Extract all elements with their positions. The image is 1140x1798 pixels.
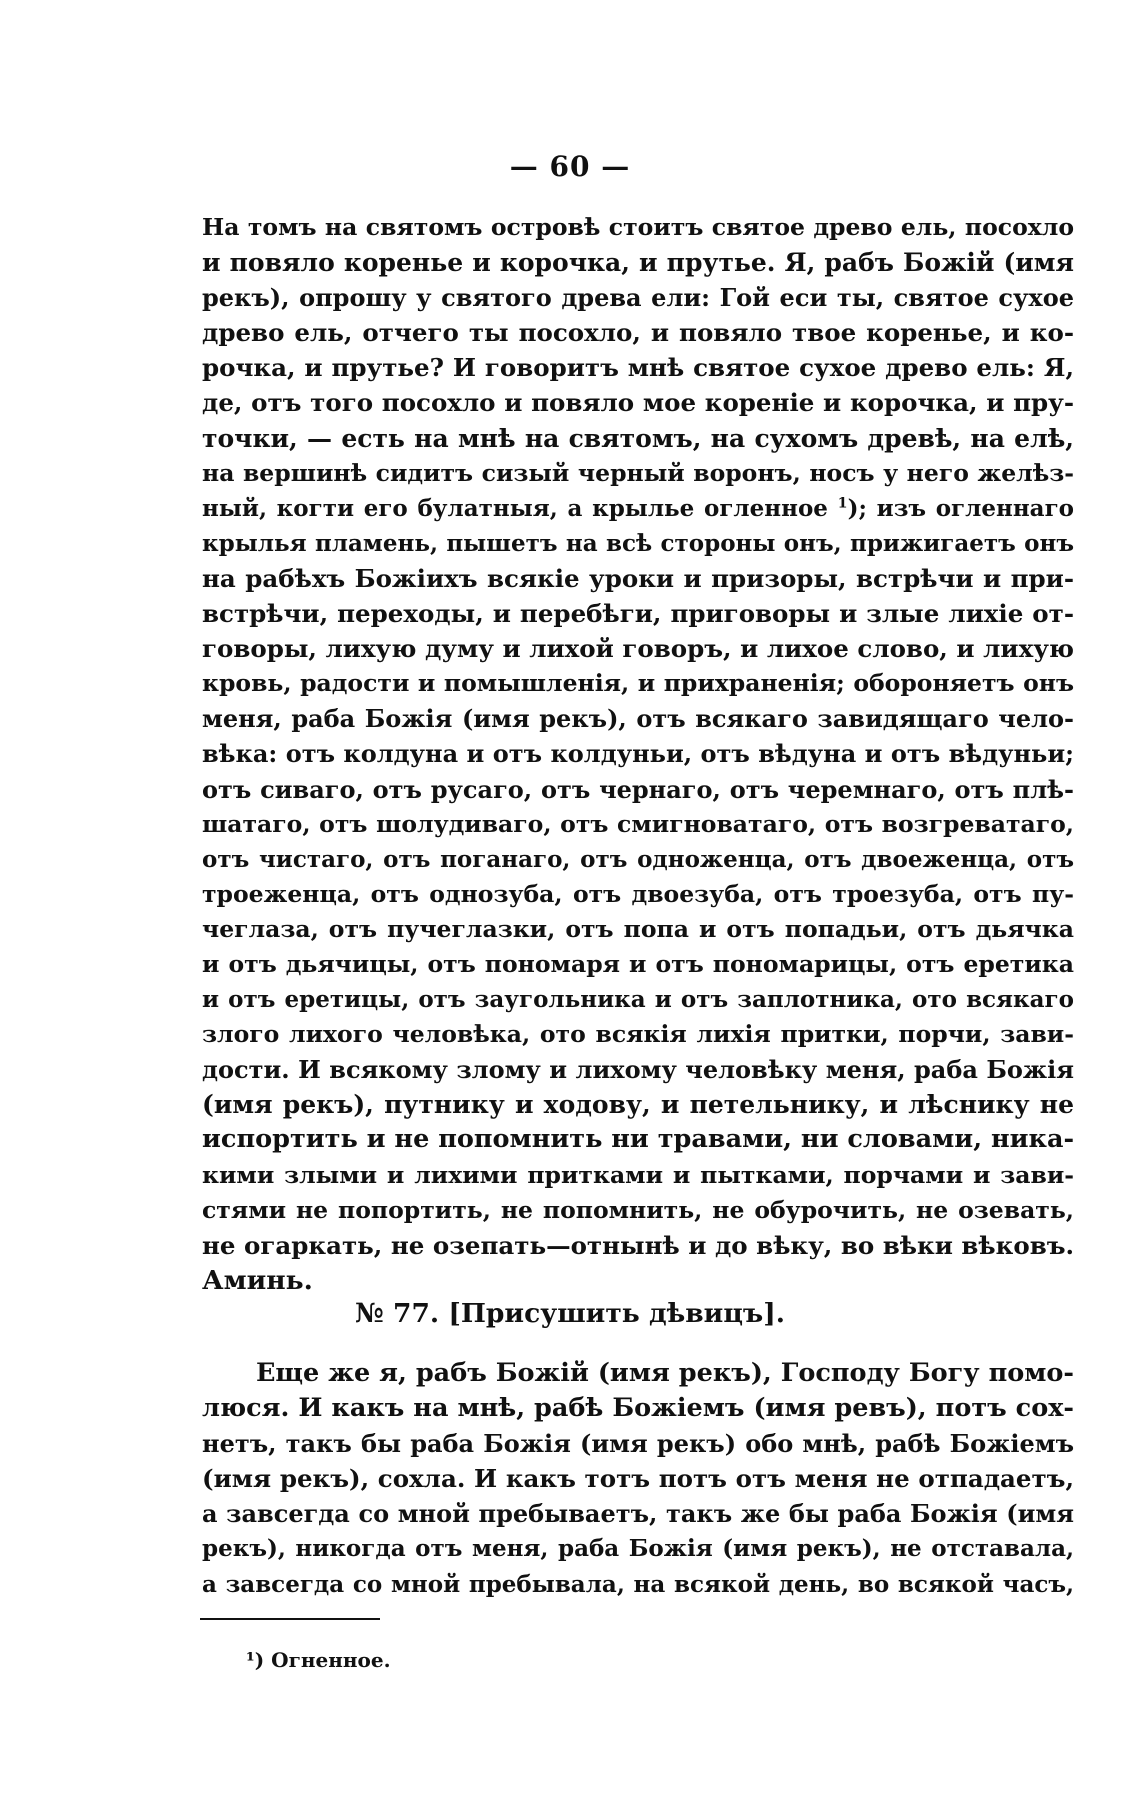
text-line: чеглаза, отъ пучеглазки, отъ попа и отъ попадьи, отъ дьячка [202,914,1074,943]
text-line: (имя рекъ), путнику и ходову, и петельнику, и лѣснику не [202,1090,1074,1120]
text-line: точки, — есть на мнѣ на святомъ, на сухомъ древѣ, на елѣ, [202,423,1074,453]
text-line: отъ сиваго, отъ русаго, отъ чернаго, отъ черемнаго, отъ плѣ- [202,774,1074,804]
text-line: дости. И всякому злому и лихому человѣку меня, раба Божія [202,1055,1074,1085]
text-line: и отъ дьячицы, отъ пономаря и отъ пономарицы, отъ еретика [202,949,1074,978]
text-line: злого лихого человѣка, ото всякія лихія притки, порчи, зави- [202,1020,1074,1049]
footnote: ¹) Огненное. [246,1648,391,1672]
footnote-divider [200,1618,380,1620]
text-line: шатаго, отъ шолудиваго, отъ смигноватаго, отъ возгреватаго, [202,809,1074,838]
text-line: рекъ), никогда отъ меня, раба Божія (имя рекъ), не отставала, [202,1535,1074,1563]
text-line: отъ чистаго, отъ поганаго, отъ одноженца, отъ двоеженца, отъ [202,845,1074,873]
text-line: древо ель, отчего ты посохло, и повяло твое коренье, и ко- [202,318,1074,348]
text-line: не огаркать, не озепать—отнынѣ и до вѣку, во вѣки вѣковъ. [202,1230,1075,1260]
text-line: испортить и не попомнить ни травами, ни словами, ника- [202,1124,1075,1155]
text-line: говоры, лихую думу и лихой говоръ, и лихое слово, и лихую [202,634,1074,664]
text-line: кими злыми и лихими притками и пытками, порчами и зави- [202,1160,1074,1189]
page-number: — 60 — [509,150,631,183]
text-line: На томъ на святомъ островѣ стоитъ святое древо ель, посохло [202,213,1074,241]
text-line: на вершинѣ сидитъ сизый черный воронъ, носъ у него желѣз- [202,458,1074,487]
footnote-reference: 1 [837,495,848,512]
text-line-with-footnote [202,491,1074,526]
text-line: люся. И какъ на мнѣ, рабѣ Божіемъ (имя ревъ), потъ сох- [202,1393,1074,1424]
text-line: рекъ), опрошу у святого древа ели: Гой еси ты, святое сухое [202,283,1074,313]
text-line: стями не попортить, не попомнить, не обурочить, не озевать, [202,1195,1074,1224]
text-line: и повяло коренье и корочка, и прутье. Я, рабъ Божій (имя [202,248,1074,278]
text-line: меня, раба Божія (имя рекъ), отъ всякаго завидящаго чело- [202,704,1074,734]
text-line: нетъ, такъ бы раба Божія (имя рекъ) обо мнѣ, рабѣ Божіемъ [202,1429,1074,1459]
text-line: де, отъ того посохло и повяло мое кореніе и корочка, и пру- [202,388,1074,418]
text-line: рочка, и прутье? И говоритъ мнѣ святое сухое древо ель: Я, [202,353,1074,383]
text-line: а завсегда со мной пребываетъ, такъ же бы раба Божія (имя [202,1499,1074,1529]
text-line: кровь, радости и помышленія, и прихраненія; обороняетъ онъ [202,669,1074,698]
text-line: встрѣчи, переходы, и перебѣги, приговоры и злые лихіе от- [202,599,1074,629]
text-line: Аминь. [202,1264,313,1296]
text-line: Еще же я, рабъ Божій (имя рекъ), Господу Богу помо- [256,1358,1074,1388]
text-line: на рабѣхъ Божіихъ всякіе уроки и призоры, встрѣчи и при- [202,563,1074,593]
section-heading: № 77. [Присушить дѣвицъ]. [354,1298,785,1329]
text-segment: ); изъ огленнаго [847,494,1075,522]
text-line: троеженца, отъ однозуба, отъ двоезуба, отъ троезуба, отъ пу- [202,879,1074,908]
paragraph-charm-76 [202,210,1074,1298]
text-line: и отъ еретицы, отъ заугольника и отъ заплотника, ото всякаго [202,986,1074,1014]
text-line: крылья пламень, пышетъ на всѣ стороны онъ, прижигаетъ онъ [202,529,1074,557]
paragraph-charm-77 [202,1356,1074,1602]
text-segment: ный, когти его булатныя, а крылье огленное [202,494,828,522]
text-line: вѣка: отъ колдуна и отъ колдуньи, отъ вѣдуна и отъ вѣдуньи; [202,739,1074,769]
text-line: а завсегда со мной пребывала, на всякой день, во всякой часъ, [202,1570,1074,1598]
text-line: (имя рекъ), сохла. И какъ тотъ потъ отъ меня не отпадаетъ, [202,1464,1074,1494]
